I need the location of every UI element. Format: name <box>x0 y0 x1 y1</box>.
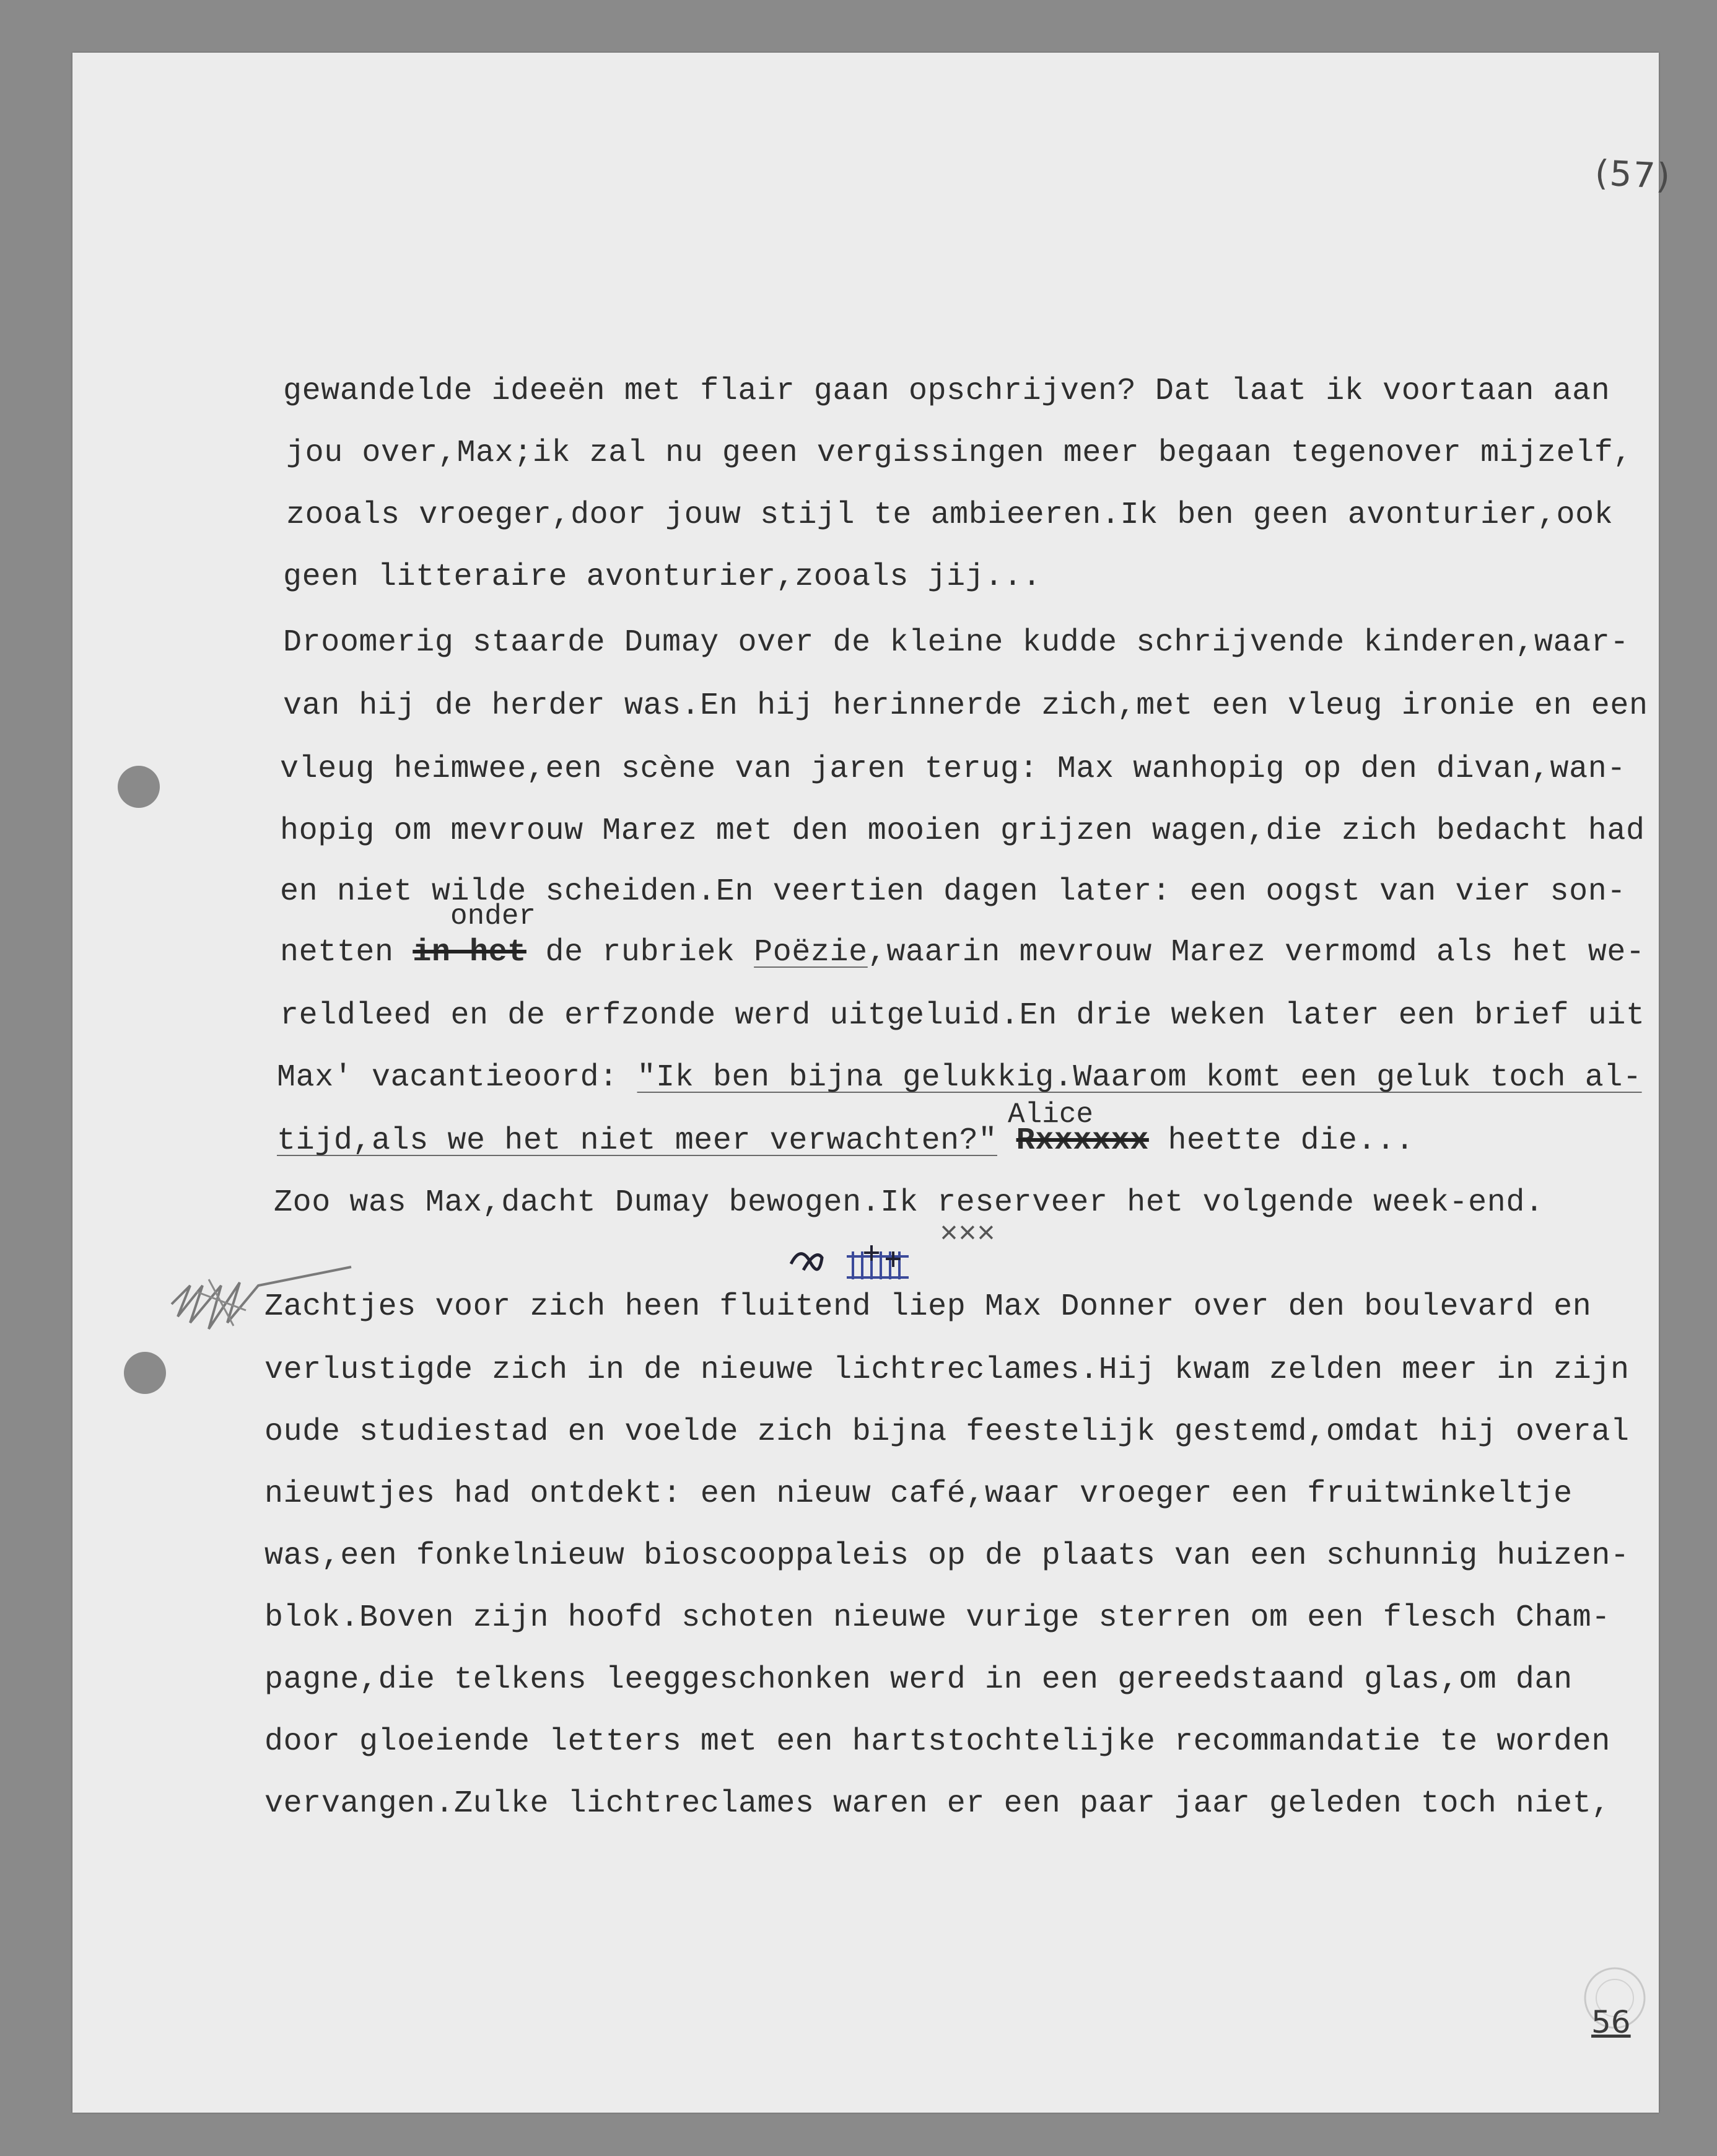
text-line: en niet wilde scheiden.En veertien dagen later: een oogst van vier son- <box>280 874 1626 909</box>
underlined-quote: tijd,als we het niet meer verwachten?" <box>277 1123 997 1159</box>
handwritten-insertion: onder <box>450 900 536 932</box>
underlined-quote: "Ik ben bijna gelukkig.Waarom komt een geluk toch al- <box>637 1060 1642 1095</box>
punch-hole <box>118 766 160 808</box>
ink-scribble <box>785 1233 1033 1295</box>
text-line: door gloeiende letters met een hartstochtelijke recommandatie te worden <box>264 1724 1610 1759</box>
text-line: verlustigde zich in de nieuwe lichtreclames.Hij kwam zelden meer in zijn <box>264 1352 1630 1388</box>
text-line: was,een fonkelnieuw bioscooppaleis op de plaats van een schunnig huizen- <box>264 1538 1630 1574</box>
struck-text: Rxxxxxx <box>1016 1123 1149 1159</box>
text-line: hopig om mevrouw Marez met den mooien grijzen wagen,die zich bedacht had <box>280 813 1645 849</box>
text-line: netten in het de rubriek Poëzie,waarin mevrouw Marez vermomd als het we- <box>280 935 1645 970</box>
pencil-scribble <box>153 1217 364 1354</box>
text-line: reldleed en de erfzonde werd uitgeluid.En drie weken later een brief uit <box>280 998 1645 1033</box>
text-line: Droomerig staarde Dumay over de kleine kudde schrijvende kinderen,waar- <box>283 625 1629 660</box>
manuscript-page <box>72 53 1672 2113</box>
text-line: gewandelde ideeën met flair gaan opschrijven? Dat laat ik voortaan aan <box>283 374 1610 409</box>
text-line: nieuwtjes had ontdekt: een nieuw café,waar vroeger een fruitwinkeltje <box>264 1476 1573 1512</box>
text-line: vervangen.Zulke lichtreclames waren er een paar jaar geleden toch niet, <box>264 1786 1610 1821</box>
handwritten-insertion: Alice <box>1008 1098 1094 1131</box>
page-number: (57) <box>1594 152 1672 198</box>
punch-hole <box>124 1352 166 1394</box>
text-line: tijd,als we het niet meer verwachten?" Rxxxxxx heette die... <box>277 1123 1415 1159</box>
text-line: geen litteraire avonturier,zooals jij... <box>283 559 1042 595</box>
text-line: blok.Boven zijn hoofd schoten nieuwe vurige sterren om een flesch Cham- <box>264 1600 1610 1636</box>
underlined-word: Poëzie <box>754 935 868 970</box>
text-line: pagne,die telkens leeggeschonken werd in een gereedstaand glas,om dan <box>264 1662 1573 1698</box>
text-line: zooals vroeger,door jouw stijl te ambieeren.Ik ben geen avonturier,ook <box>286 497 1614 533</box>
folio-number: 56 <box>1591 2004 1631 2040</box>
text-line: Zoo was Max,dacht Dumay bewogen.Ik reserveer het volgende week-end. <box>274 1185 1544 1220</box>
text-line: Zachtjes voor zich heen fluitend liep Max Donner over den boulevard en <box>264 1289 1592 1325</box>
text-line: van hij de herder was.En hij herinnerde zich,met een vleug ironie en een <box>283 688 1648 724</box>
section-mark: ××× <box>940 1217 996 1253</box>
text-line: vleug heimwee,een scène van jaren terug: Max wanhopig op den divan,wan- <box>280 752 1626 787</box>
text-line: Max' vacantieoord: "Ik ben bijna gelukkig.Waarom komt een geluk toch al- <box>277 1060 1642 1095</box>
struck-text: in het <box>413 935 526 970</box>
text-line: jou over,Max;ik zal nu geen vergissingen meer begaan tegenover mijzelf, <box>286 436 1632 471</box>
text-line: oude studiestad en voelde zich bijna feestelijk gestemd,omdat hij overal <box>264 1414 1630 1450</box>
